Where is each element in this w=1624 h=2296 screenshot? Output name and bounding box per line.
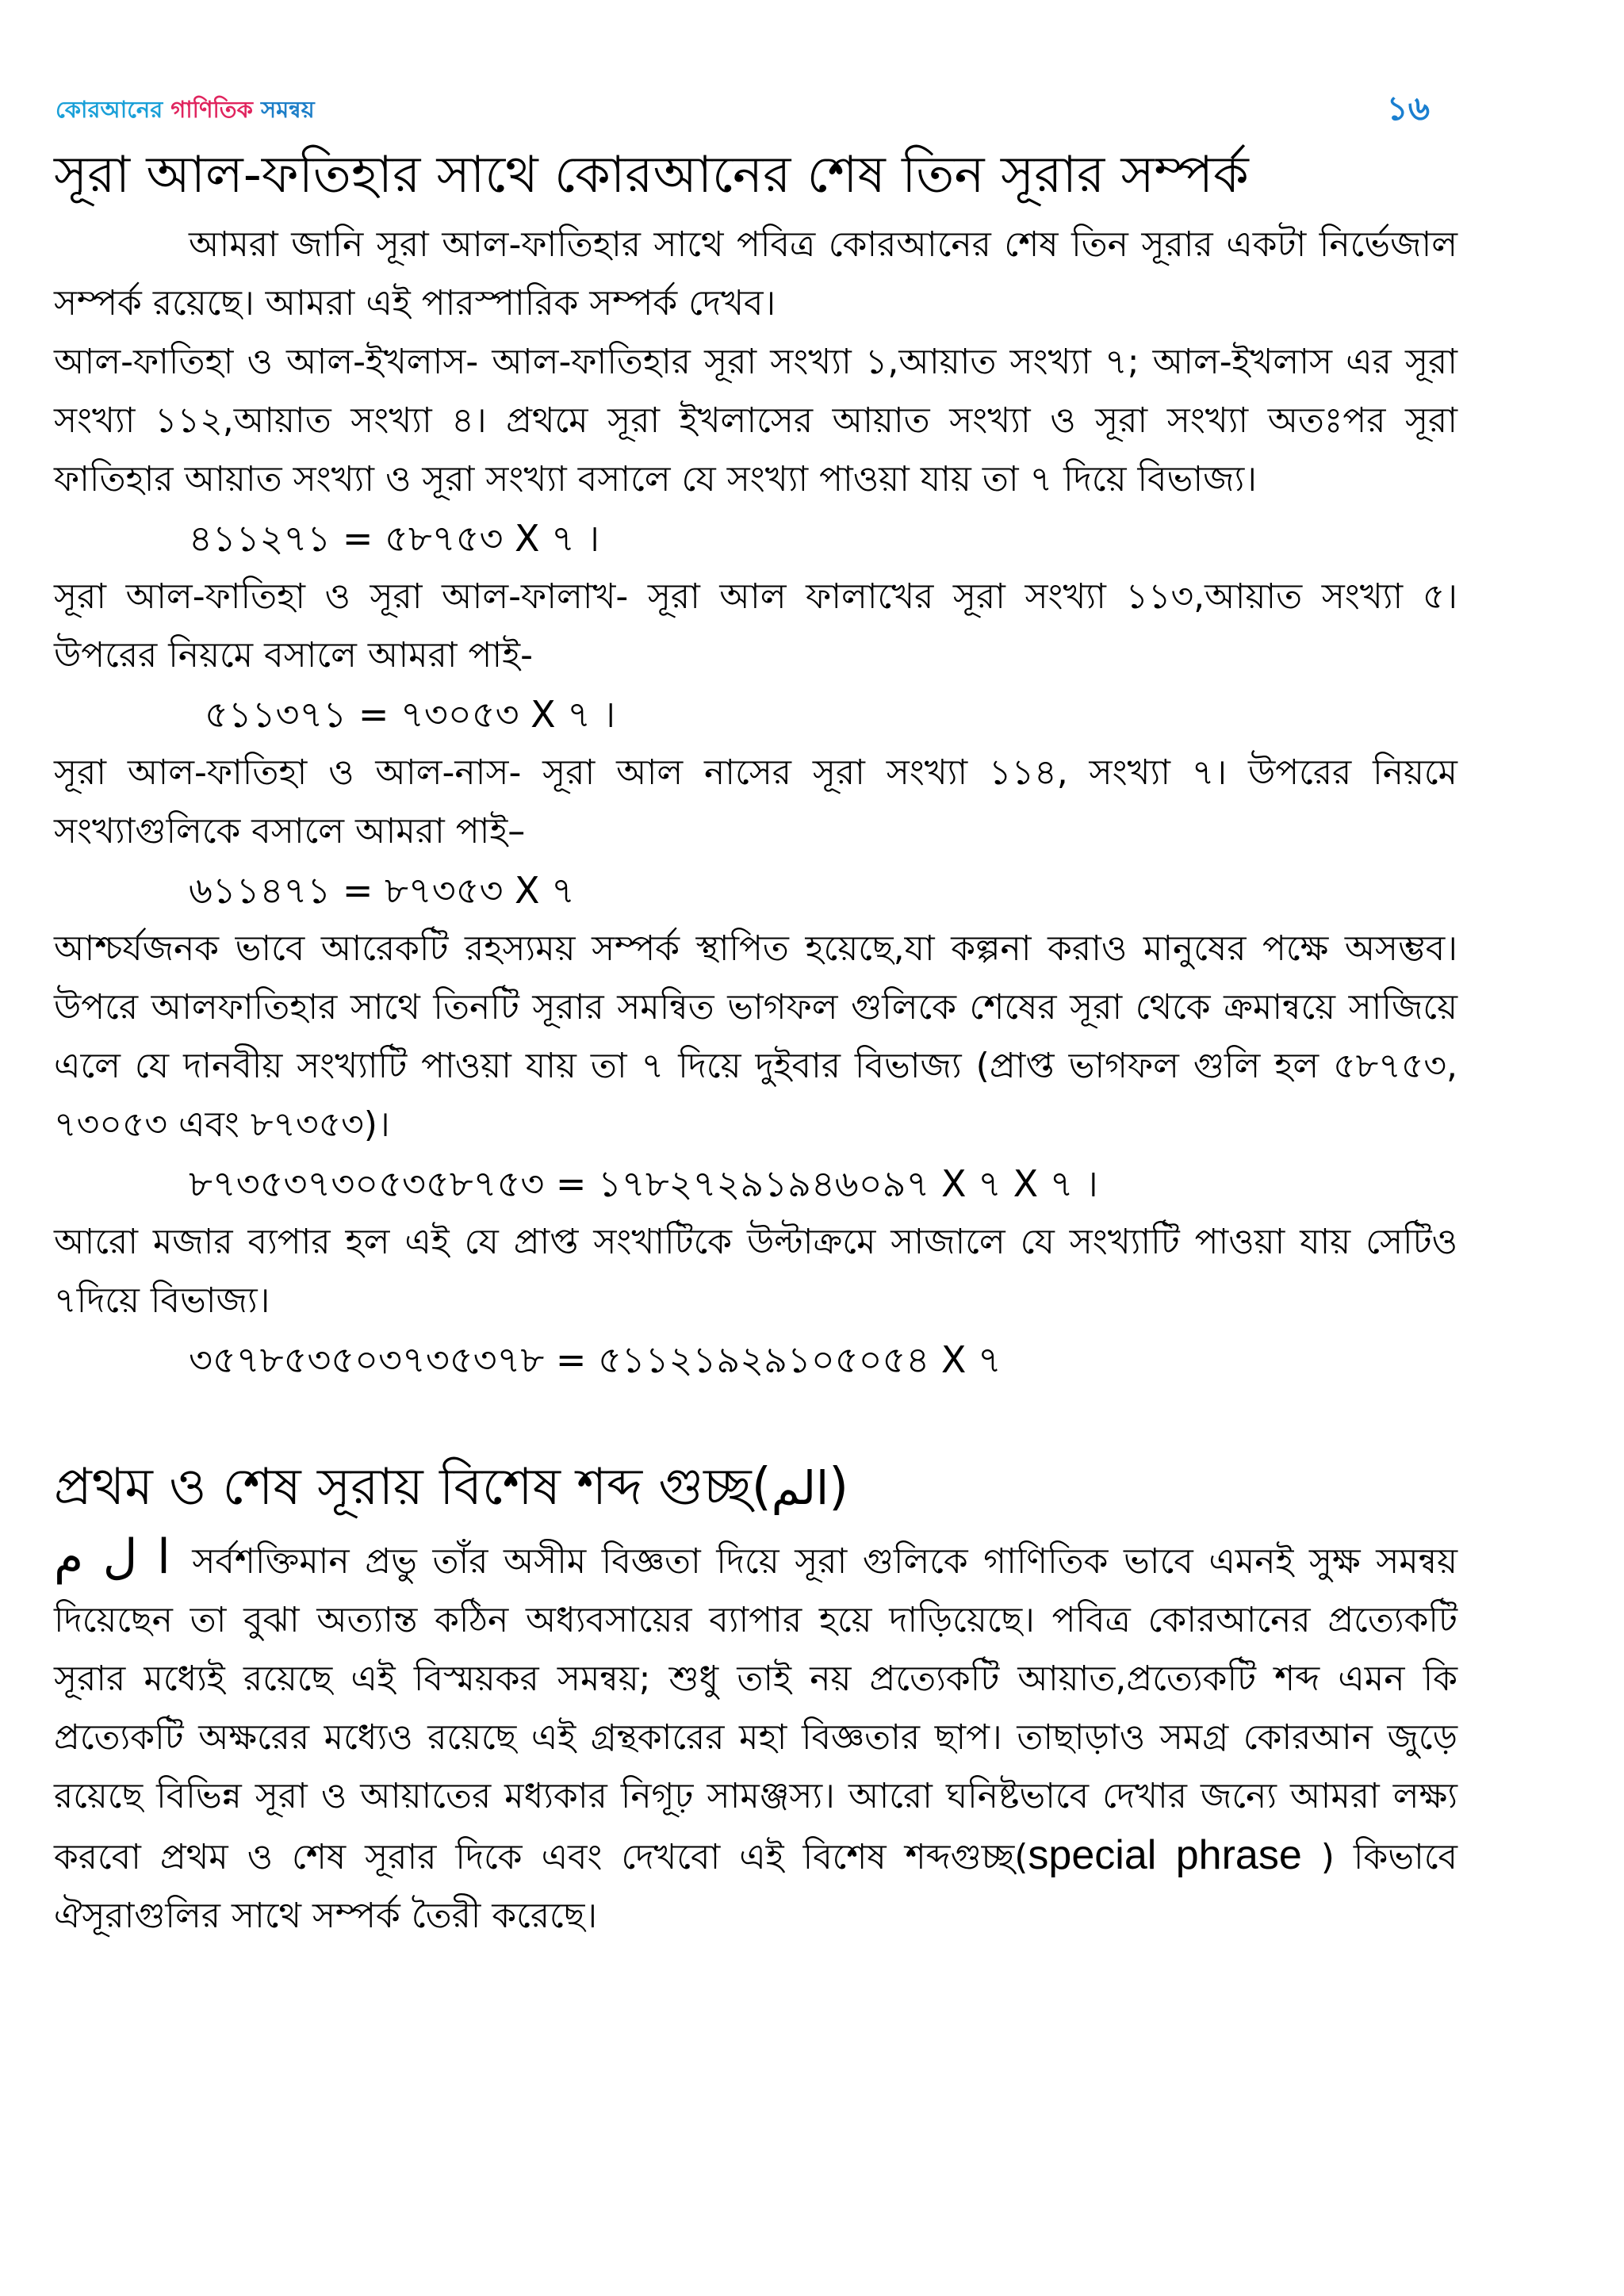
section-heading-arabic: الم <box>771 1461 829 1515</box>
section-heading-fatiha-last-three: সূরা আল-ফতিহার সাথে কোরআনের শেষ তিন সূরার সম্পর্ক <box>54 146 1249 205</box>
paragraph-reverse: আরো মজার ব্যপার হল এই যে প্রাপ্ত সংখাটিকে উল্টাক্রমে সাজালে যে সংখ্যাটি পাওয়া যায় সেটিও ৭দিয়ে বিভাজ্য। <box>54 1222 1457 1321</box>
page-number: ১৬ <box>1386 89 1430 128</box>
section-heading-text: প্রথম ও শেষ সূরায় বিশেষ শব্দ গুচ্ছ( <box>54 1458 772 1517</box>
paragraph-falaq: সূরা আল-ফাতিহা ও সূরা আল-ফালাখ- সূরা আল ফালাখের সূরা সংখ্যা ১১৩,আয়াত সংখ্যা ৫। উপরের নিয়মে বসালে আমরা পাই- <box>54 576 1457 675</box>
running-header-part-1: কোরআনের <box>56 96 171 123</box>
equation-nas: ৬১১৪৭১ = ৮৭৩৫৩ X ৭ <box>189 869 576 912</box>
section-heading-special-phrase <box>54 1449 1457 1526</box>
equation-falaq: ৫১১৩৭১ = ৭৩০৫৩ X ৭ । <box>205 693 616 736</box>
paragraph-combined: আশ্চর্যজনক ভাবে আরেকটি রহস্যময় সম্পর্ক স্থাপিত হয়েছে,যা কল্পনা করাও মানুষের পক্ষে অসম্ভব। উপরে আলফাতিহার সাথে তিনটি সূরার সমন্বিত ভাগফল গুলিকে শেষের সূরা থেকে ক্রমান্বয়ে সাজিয়ে এলে যে দানবীয় সংখ্যাটি পাওয়া যায় তা ৭ দিয়ে দুইবার বিভাজ্য (প্রাপ্ত ভাগফল গুলি হল ৫৮৭৫৩, ৭৩০৫৩ এবং ৮৭৩৫৩)। <box>54 928 1457 1145</box>
equation-combined: ৮৭৩৫৩৭৩০৫৩৫৮৭৫৩ = ১৭৮২৭২৯১৯৪৬০৯৭ X ৭ X ৭ । <box>189 1162 1098 1205</box>
running-header-part-2: গাণিতিক <box>170 96 261 123</box>
paragraph-special-phrase-end: ) কিভাবে ঐসূরাগুলির সাথে সম্পর্ক তৈরী করেছে। <box>54 1837 1457 1936</box>
arabic-letters: ا ل م <box>54 1529 170 1585</box>
intro-paragraph: আমরা জানি সূরা আল-ফাতিহার সাথে পবিত্র কোরআনের শেষ তিন সূরার একটা নির্ভেজাল সম্পর্ক রয়েছে। আমরা এই পারস্পারিক সম্পর্ক দেখব। <box>54 224 1457 323</box>
paragraph-ikhlas: আল-ফাতিহা ও আল-ইখলাস- আল-ফাতিহার সূরা সংখ্যা ১,আয়াত সংখ্যা ৭; আল-ইখলাস এর সূরা সংখ্যা ১১২,আয়াত সংখ্যা ৪। প্রথমে সূরা ইখলাসের আয়াত সংখ্যা ও সূরা সংখ্যা অতঃপর সূরা ফাতিহার আয়াত সংখ্যা ও সূরা সংখ্যা বসালে যে সংখ্যা পাওয়া যায় তা ৭ দিয়ে বিভাজ্য। <box>54 342 1457 499</box>
running-header-part-3: সমন্বয় <box>260 96 315 123</box>
section-spacer <box>54 1389 1457 1449</box>
paragraph-special-phrase-main: সর্বশক্তিমান প্রভু তাঁর অসীম বিজ্ঞতা দিয়ে সূরা গুলিকে গাণিতিক ভাবে এমনই সুক্ষ সমন্বয় দিয়েছেন তা বুঝা অত্যান্ত কঠিন অধ্যবসায়ের ব্যাপার হয়ে দাড়িয়েছে। পবিত্র কোরআনের প্রত্যেকটি সূরার মধ্যেই রয়েছে এই বিস্ময়কর সমন্বয়; শুধু তাই নয় প্রত্যেকটি আয়াত,প্রত্যেকটি শব্দ এমন কি প্রত্যেকটি অক্ষরের মধ্যেও রয়েছে এই গ্রন্থকারের মহা বিজ্ঞতার ছাপ। তাছাড়াও সমগ্র কোরআন জুড়ে রয়েছে বিভিন্ন সূরা ও আয়াতের মধ্যকার নিগূঢ় সামঞ্জস্য। আরো ঘনিষ্টভাবে দেখার জন্যে আমরা লক্ষ্য করবো প্রথম ও শেষ সূরার দিকে এবং দেখবো এই বিশেষ শব্দগুচ্ছ( <box>54 1541 1458 1877</box>
page-content <box>54 141 1457 1946</box>
equation-reverse: ৩৫৭৮৫৩৫০৩৭৩৫৩৭৮ = ৫১১২১৯২৯১০৫০৫৪ X ৭ <box>189 1338 1002 1381</box>
paragraph-special-phrase <box>54 1528 1457 1946</box>
section-heading-close: ) <box>829 1458 849 1517</box>
equation-ikhlas: ৪১১২৭১ = ৫৮৭৫৩ X ৭ । <box>189 517 600 560</box>
paragraph-nas: সূরা আল-ফাতিহা ও আল-নাস- সূরা আল নাসের সূরা সংখ্যা ১১৪, সংখ্যা ৭। উপরের নিয়মে সংখ্যাগুলিকে বসালে আমরা পাই– <box>54 752 1457 851</box>
special-phrase-term: special phrase <box>1028 1832 1302 1878</box>
running-header <box>56 92 315 131</box>
